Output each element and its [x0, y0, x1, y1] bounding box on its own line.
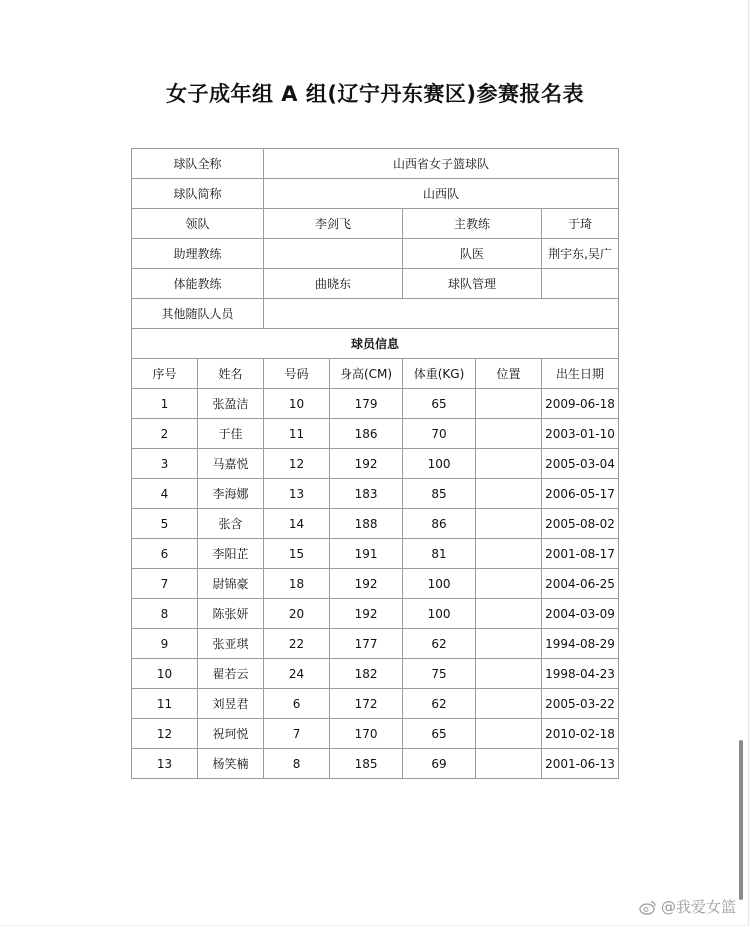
player-cell: 9	[132, 629, 198, 659]
player-cell: 192	[330, 449, 403, 479]
player-cell: 2005-08-02	[542, 509, 619, 539]
player-cell: 于佳	[198, 419, 264, 449]
player-cell: 6	[264, 689, 330, 719]
player-cell	[476, 569, 542, 599]
leader-row	[132, 209, 619, 239]
player-cell: 22	[264, 629, 330, 659]
player-cell	[476, 719, 542, 749]
player-row	[132, 419, 619, 449]
leader-value: 李剑飞	[264, 209, 403, 239]
player-cell	[476, 599, 542, 629]
player-cell: 188	[330, 509, 403, 539]
column-header: 号码	[264, 359, 330, 389]
player-header-row	[132, 359, 619, 389]
player-cell: 7	[132, 569, 198, 599]
column-header: 体重(KG)	[403, 359, 476, 389]
player-cell: 2003-01-10	[542, 419, 619, 449]
player-cell: 14	[264, 509, 330, 539]
watermark-text: @我爱女篮	[660, 898, 736, 916]
player-cell: 65	[403, 719, 476, 749]
scrollbar[interactable]	[739, 740, 743, 900]
player-row	[132, 719, 619, 749]
player-cell	[476, 629, 542, 659]
player-cell: 张含	[198, 509, 264, 539]
doctor-value: 荆宇东,吴广	[542, 239, 619, 269]
player-cell: 86	[403, 509, 476, 539]
player-cell: 12	[132, 719, 198, 749]
player-row	[132, 389, 619, 419]
weibo-icon	[639, 899, 657, 915]
player-cell: 7	[264, 719, 330, 749]
player-cell: 刘昱君	[198, 689, 264, 719]
player-cell: 192	[330, 599, 403, 629]
player-cell	[476, 509, 542, 539]
player-cell: 祝珂悦	[198, 719, 264, 749]
player-cell: 69	[403, 749, 476, 779]
player-cell	[476, 689, 542, 719]
player-cell: 13	[132, 749, 198, 779]
player-cell: 62	[403, 689, 476, 719]
player-cell: 1	[132, 389, 198, 419]
player-row	[132, 689, 619, 719]
full-name-value: 山西省女子篮球队	[264, 149, 619, 179]
player-cell: 翟若云	[198, 659, 264, 689]
player-cell: 185	[330, 749, 403, 779]
player-cell: 62	[403, 629, 476, 659]
player-row	[132, 539, 619, 569]
player-cell: 李海娜	[198, 479, 264, 509]
leader-label: 领队	[132, 209, 264, 239]
player-cell	[476, 419, 542, 449]
player-cell: 2006-05-17	[542, 479, 619, 509]
player-cell: 12	[264, 449, 330, 479]
other-staff-value	[264, 299, 619, 329]
player-cell: 1998-04-23	[542, 659, 619, 689]
player-row	[132, 509, 619, 539]
manager-value	[542, 269, 619, 299]
player-cell	[476, 659, 542, 689]
player-cell: 2005-03-22	[542, 689, 619, 719]
player-cell: 191	[330, 539, 403, 569]
player-cell: 177	[330, 629, 403, 659]
player-cell: 20	[264, 599, 330, 629]
head-coach-label: 主教练	[403, 209, 542, 239]
player-cell: 2001-06-13	[542, 749, 619, 779]
player-section-heading: 球员信息	[132, 329, 619, 359]
player-cell: 尉锦豪	[198, 569, 264, 599]
player-row	[132, 479, 619, 509]
registration-form-table	[131, 148, 619, 779]
team-short-name-row	[132, 179, 619, 209]
player-cell: 85	[403, 479, 476, 509]
player-cell: 陈张妍	[198, 599, 264, 629]
player-cell: 6	[132, 539, 198, 569]
player-cell: 11	[264, 419, 330, 449]
player-cell: 2004-03-09	[542, 599, 619, 629]
player-cell: 100	[403, 449, 476, 479]
other-staff-label: 其他随队人员	[132, 299, 264, 329]
column-header: 序号	[132, 359, 198, 389]
player-cell: 15	[264, 539, 330, 569]
player-cell: 3	[132, 449, 198, 479]
player-row	[132, 449, 619, 479]
player-cell	[476, 449, 542, 479]
column-header: 出生日期	[542, 359, 619, 389]
column-header: 身高(CM)	[330, 359, 403, 389]
player-cell	[476, 749, 542, 779]
fitness-coach-label: 体能教练	[132, 269, 264, 299]
player-row	[132, 629, 619, 659]
player-cell: 170	[330, 719, 403, 749]
player-cell: 183	[330, 479, 403, 509]
player-cell: 100	[403, 599, 476, 629]
player-cell: 2010-02-18	[542, 719, 619, 749]
player-cell	[476, 479, 542, 509]
player-section-row	[132, 329, 619, 359]
player-cell: 2	[132, 419, 198, 449]
player-cell: 11	[132, 689, 198, 719]
short-name-value: 山西队	[264, 179, 619, 209]
player-row	[132, 659, 619, 689]
player-cell: 186	[330, 419, 403, 449]
assistant-row	[132, 239, 619, 269]
fitness-coach-value: 曲晓东	[264, 269, 403, 299]
player-cell: 4	[132, 479, 198, 509]
player-cell: 172	[330, 689, 403, 719]
player-cell: 杨笑楠	[198, 749, 264, 779]
player-cell	[476, 389, 542, 419]
player-cell	[476, 539, 542, 569]
other-staff-row	[132, 299, 619, 329]
column-header: 位置	[476, 359, 542, 389]
player-cell: 张盈洁	[198, 389, 264, 419]
player-cell: 192	[330, 569, 403, 599]
player-cell: 5	[132, 509, 198, 539]
player-cell: 马嘉悦	[198, 449, 264, 479]
player-cell: 10	[132, 659, 198, 689]
player-cell: 13	[264, 479, 330, 509]
player-cell: 2005-03-04	[542, 449, 619, 479]
player-cell: 2009-06-18	[542, 389, 619, 419]
full-name-label: 球队全称	[132, 149, 264, 179]
watermark	[639, 896, 736, 917]
head-coach-value: 于琦	[542, 209, 619, 239]
player-cell: 18	[264, 569, 330, 599]
player-cell: 179	[330, 389, 403, 419]
player-row	[132, 749, 619, 779]
player-cell: 8	[132, 599, 198, 629]
team-full-name-row	[132, 149, 619, 179]
player-cell: 2004-06-25	[542, 569, 619, 599]
fitness-row	[132, 269, 619, 299]
player-cell: 10	[264, 389, 330, 419]
player-cell: 81	[403, 539, 476, 569]
short-name-label: 球队简称	[132, 179, 264, 209]
player-row	[132, 599, 619, 629]
player-cell: 8	[264, 749, 330, 779]
player-cell: 张亚琪	[198, 629, 264, 659]
assistant-coach-value	[264, 239, 403, 269]
doctor-label: 队医	[403, 239, 542, 269]
player-cell: 李阳芷	[198, 539, 264, 569]
player-cell: 70	[403, 419, 476, 449]
manager-label: 球队管理	[403, 269, 542, 299]
assistant-coach-label: 助理教练	[132, 239, 264, 269]
player-cell: 2001-08-17	[542, 539, 619, 569]
document-title: 女子成年组 A 组(辽宁丹东赛区)参赛报名表	[165, 82, 585, 106]
player-cell: 1994-08-29	[542, 629, 619, 659]
column-header: 姓名	[198, 359, 264, 389]
player-cell: 100	[403, 569, 476, 599]
player-cell: 182	[330, 659, 403, 689]
player-cell: 24	[264, 659, 330, 689]
player-row	[132, 569, 619, 599]
player-cell: 75	[403, 659, 476, 689]
player-cell: 65	[403, 389, 476, 419]
